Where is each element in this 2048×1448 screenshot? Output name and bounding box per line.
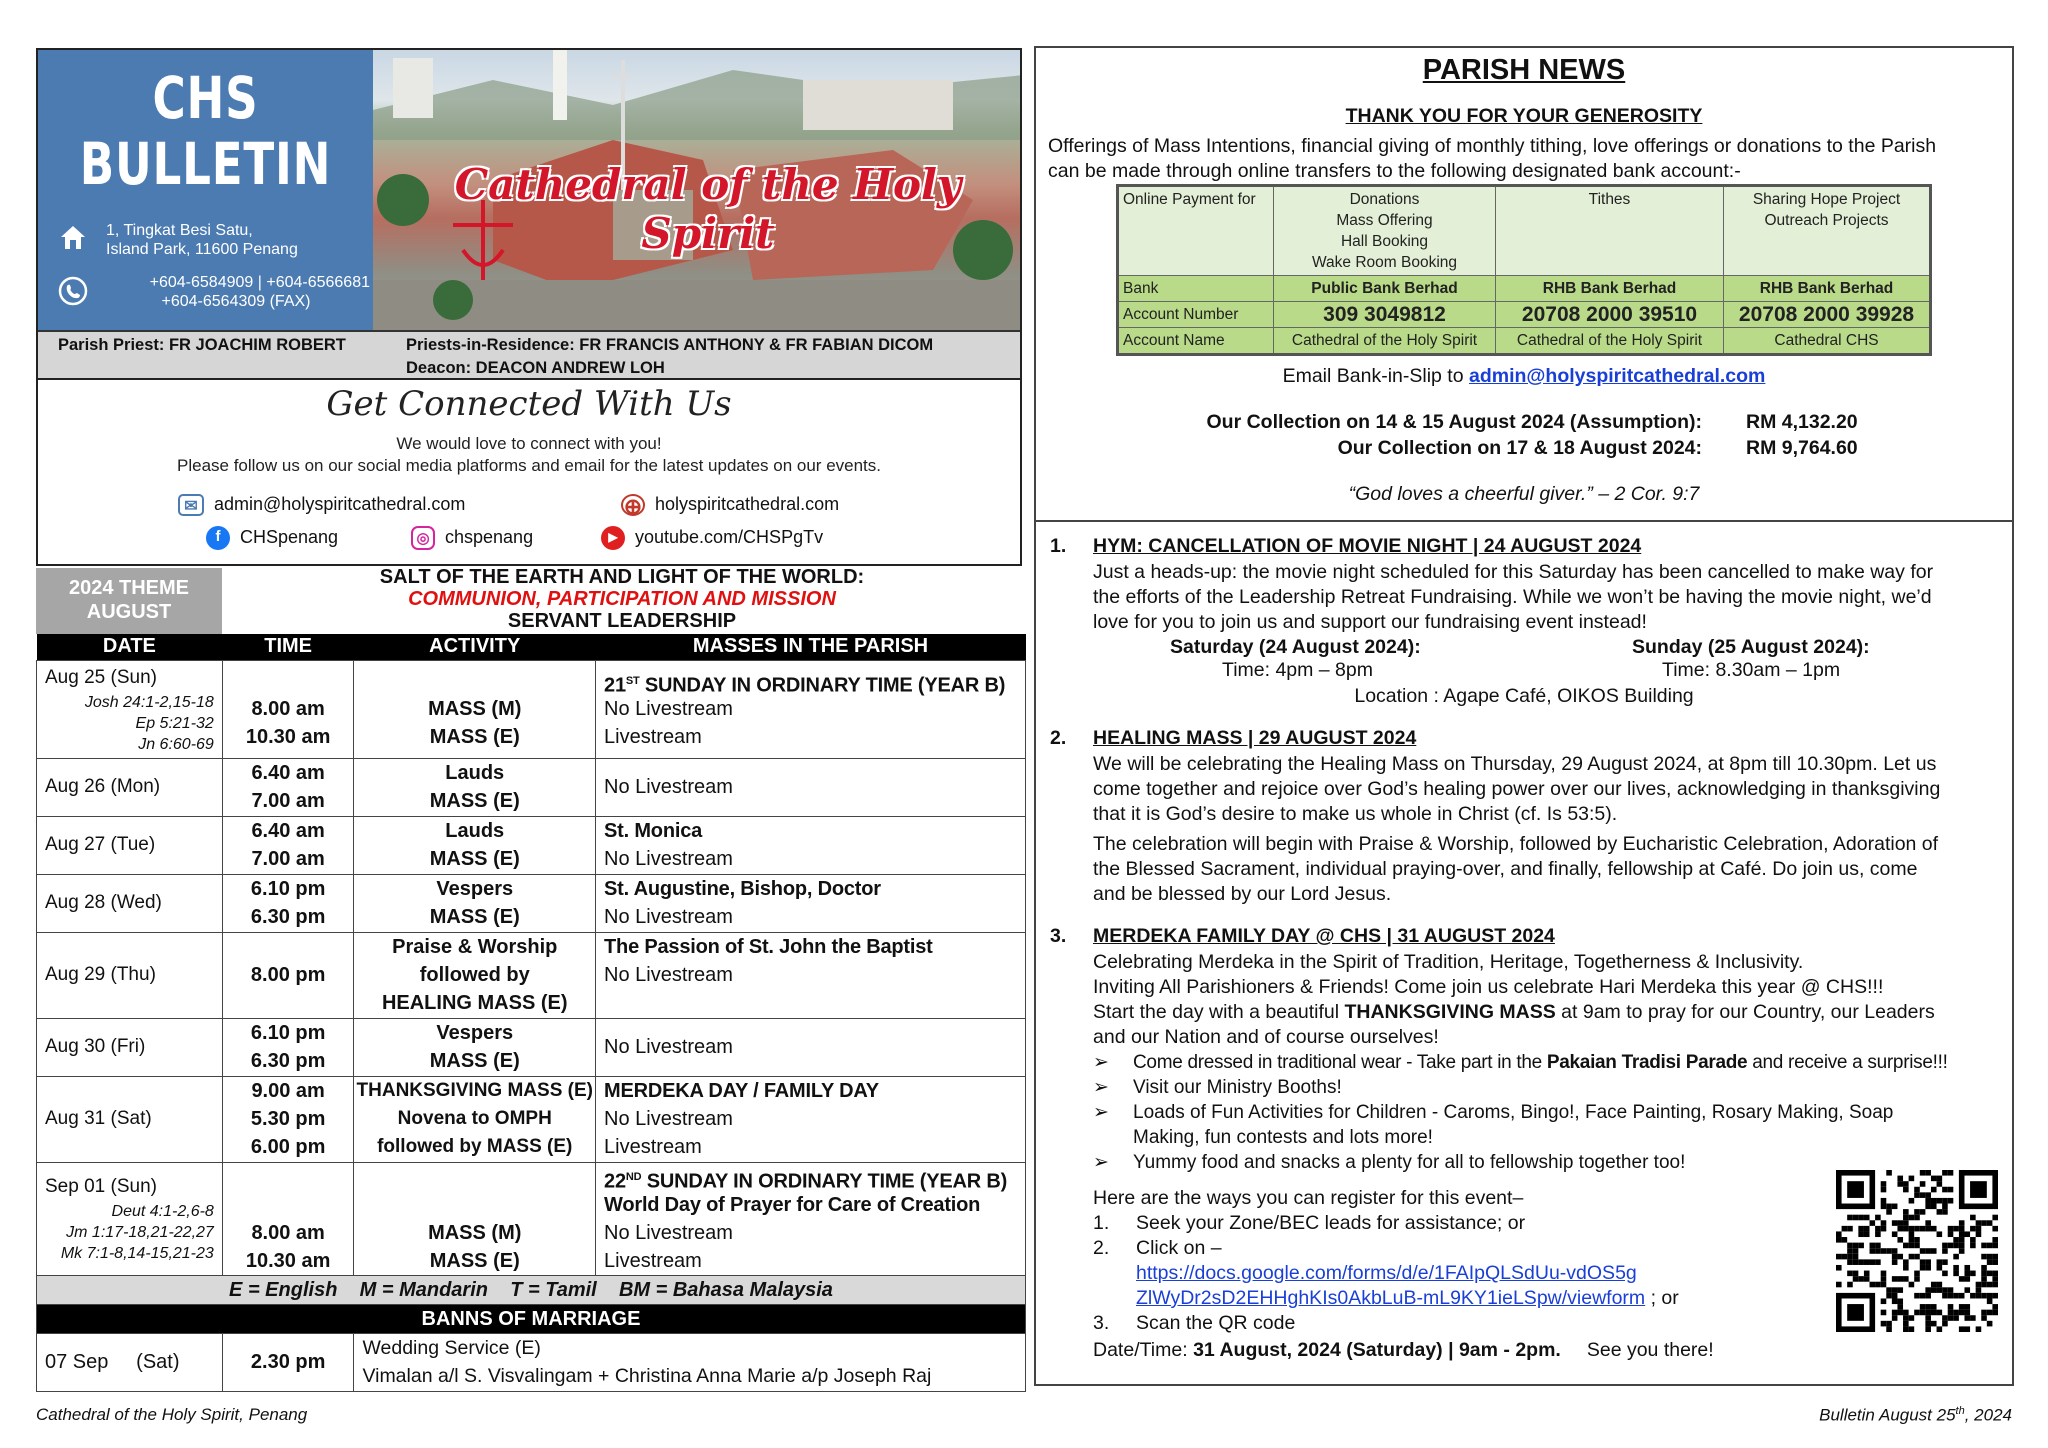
- bulletin-title-chs: CHS: [152, 64, 259, 132]
- scripture-reference: Josh 24:1-2,15-18: [84, 693, 214, 711]
- bullet-text: Visit our Ministry Booths!: [1133, 1077, 1342, 1098]
- theme-month: AUGUST: [86, 601, 172, 623]
- activity: MASS (M): [428, 698, 522, 720]
- bank-col1-head: [1274, 186, 1496, 276]
- language-legend: E = English M = Mandarin T = Tamil BM = Bahasa Malaysia: [37, 1275, 1026, 1304]
- col1-head-line: Mass Offering: [1336, 212, 1433, 229]
- mass-info: No Livestream: [604, 776, 733, 798]
- scripture-reference: Jm 1:17-18,21-22,27: [66, 1224, 214, 1241]
- thanksgiving-mass-bold: THANKSGIVING MASS: [1344, 1001, 1556, 1023]
- item1-sunday-time: Time: 8.30am – 1pm: [1662, 659, 1841, 681]
- mass-info: No Livestream: [604, 698, 733, 720]
- row-date: Aug 26 (Mon): [45, 776, 161, 797]
- address-line-1: 1, Tingkat Besi Satu,: [106, 222, 253, 239]
- google-form-link[interactable]: ZlWyDr2sD2EHHghKIs0AkbLuB-mL9KY1ieLSpw/viewform: [1136, 1287, 1646, 1309]
- facebook-icon: f: [206, 526, 230, 550]
- activity: MASS (E): [429, 726, 520, 748]
- mass-info: Livestream: [604, 726, 702, 748]
- banns-line-2: Vimalan a/l S. Visvalingam + Christina Anna Marie a/p Joseph Raj: [362, 1365, 932, 1387]
- bullet-text: Yummy food and snacks a plenty for all to fellowship together too!: [1133, 1152, 1686, 1173]
- schedule-body: [37, 660, 1026, 1391]
- scripture-reference: Jn 6:60-69: [138, 735, 214, 753]
- mass-info: St. Augustine, Bishop, Doctor: [604, 878, 881, 900]
- connect-email[interactable]: admin@holyspiritcathedral.com: [214, 494, 466, 514]
- bank-name-row: [1118, 276, 1931, 302]
- mass-info: The Passion of St. John the Baptist: [604, 936, 933, 958]
- bullet-bold: Pakaian Tradisi Parade: [1546, 1052, 1748, 1073]
- item3-text: at 9am to pray for our Country, our Leaders: [1555, 1001, 1935, 1023]
- connect-instagram[interactable]: chspenang: [445, 526, 534, 547]
- activity-cell: [354, 874, 596, 932]
- generosity-text-2: can be made through online transfers to the following designated bank account:-: [1048, 160, 1741, 182]
- email-slip-line: [1036, 364, 2012, 389]
- mass-time: 6.10 pm: [250, 878, 326, 900]
- item1-saturday: Saturday (24 August 2024):: [1170, 636, 1421, 658]
- activity: THANKSGIVING MASS (E): [356, 1080, 593, 1101]
- mass-info: St. Monica: [604, 820, 703, 842]
- item1-sunday: Sunday (25 August 2024):: [1632, 636, 1870, 658]
- activity: followed by MASS (E): [377, 1136, 573, 1157]
- item2-number: 2.: [1050, 727, 1067, 749]
- item3-line: [1093, 1000, 1935, 1025]
- register-link-line-1: [1136, 1261, 1637, 1286]
- register-step-number: 1.: [1093, 1212, 1110, 1234]
- bank-label: Bank: [1118, 276, 1274, 302]
- mass-info: 22ND SUNDAY IN ORDINARY TIME (YEAR B): [604, 1170, 1008, 1193]
- parish-priest: Parish Priest: FR JOACHIM ROBERT: [58, 336, 346, 354]
- mass-time: 9.00 am: [251, 1080, 325, 1102]
- item3-title: MERDEKA FAMILY DAY @ CHS | 31 AUGUST 2024: [1093, 925, 1555, 947]
- mass-time: 7.00 am: [251, 848, 325, 870]
- bank-col2-bank: RHB Bank Berhad: [1496, 276, 1724, 302]
- activity: Lauds: [445, 820, 505, 842]
- header-date: DATE: [37, 634, 223, 660]
- parish-news-panel: [1034, 46, 2014, 1386]
- bank-col2-account: 20708 2000 39510: [1496, 302, 1724, 328]
- activity-cell: [354, 932, 596, 1018]
- mass-info: No Livestream: [604, 964, 733, 986]
- mass-info: No Livestream: [604, 1036, 733, 1058]
- date-cell: [37, 932, 223, 1018]
- activity: MASS (E): [429, 1249, 520, 1272]
- mass-time: [231, 1163, 346, 1191]
- footer-right: Bulletin August 25th, 2024: [1819, 1405, 2012, 1425]
- banns-row: [37, 1333, 1026, 1391]
- theme-line-1: SALT OF THE EARTH AND LIGHT OF THE WORLD:: [379, 566, 865, 588]
- col3-head-line: Sharing Hope Project: [1752, 191, 1901, 208]
- item2-title: HEALING MASS | 29 AUGUST 2024: [1093, 727, 1417, 749]
- mass-info: No Livestream: [604, 906, 733, 928]
- youtube-icon: ▶: [601, 526, 625, 550]
- envelope-icon: ✉: [178, 494, 204, 516]
- bullet-item: [1093, 1100, 1894, 1125]
- activity: Vespers: [436, 1022, 514, 1044]
- time-cell: [222, 1018, 354, 1076]
- footer-left: Cathedral of the Holy Spirit, Penang: [36, 1405, 308, 1424]
- theme-line-3: SERVANT LEADERSHIP: [507, 610, 737, 632]
- mass-time: 8.00 pm: [250, 964, 326, 986]
- mass-time: 6.00 pm: [250, 1136, 326, 1158]
- bank-col3-name: Cathedral CHS: [1724, 328, 1931, 355]
- header-activity: ACTIVITY: [354, 634, 596, 660]
- activity-cell: [354, 1076, 596, 1162]
- item2-line: and be blessed by our Lord Jesus.: [1093, 883, 1392, 905]
- email-slip-link[interactable]: admin@holyspiritcathedral.com: [1468, 365, 1766, 387]
- col1-head-line: Hall Booking: [1340, 233, 1429, 250]
- item3-text: Start the day with a beautiful: [1093, 1001, 1345, 1023]
- priests-in-residence: Priests-in-Residence: FR FRANCIS ANTHONY & FR FABIAN DICOM: [406, 336, 934, 354]
- date-cell: [37, 1162, 223, 1275]
- activity: MASS (E): [429, 848, 520, 870]
- item1-line: Just a heads-up: the movie night scheduled for this Saturday has been cancelled to make way for: [1093, 561, 1934, 583]
- date-cell: [37, 660, 223, 758]
- row-date: Aug 29 (Thu): [45, 964, 156, 985]
- mass-info: Livestream: [604, 1136, 702, 1158]
- activity: Lauds: [445, 762, 505, 784]
- date-value: 31 August, 2024 (Saturday) | 9am - 2pm.: [1193, 1339, 1561, 1361]
- activity: MASS (M): [428, 1221, 522, 1244]
- row-date: Aug 28 (Wed): [45, 892, 162, 913]
- item1-title: HYM: CANCELLATION OF MOVIE NIGHT | 24 AUGUST 2024: [1093, 535, 1642, 557]
- mass-info-cell: [596, 1162, 1026, 1275]
- register-intro: Here are the ways you can register for this event–: [1093, 1187, 1524, 1209]
- clergy-bar: [38, 330, 1022, 380]
- mass-info: 21ST SUNDAY IN ORDINARY TIME (YEAR B): [604, 674, 1006, 697]
- banns-date: 07 Sep (Sat): [37, 1333, 223, 1391]
- mass-info: Livestream: [604, 1249, 702, 1272]
- mass-info: No Livestream: [604, 1221, 733, 1244]
- cathedral-name: Cathedral of the Holy Spirit: [454, 160, 962, 258]
- item1-location: Location : Agape Café, OIKOS Building: [1354, 685, 1694, 707]
- activity: [362, 1191, 587, 1219]
- connect-line-1: We would love to connect with you!: [396, 434, 662, 453]
- bank-col3-head: [1724, 186, 1931, 276]
- bullet-item: [1093, 1075, 1342, 1100]
- mass-time: 8.00 am: [251, 698, 325, 720]
- phone-line-2: +604-6564309 (FAX): [161, 293, 311, 310]
- mass-info: MERDEKA DAY / FAMILY DAY: [604, 1080, 879, 1102]
- item2-line: the Blessed Sacrament, individual praying-over, and finally, fellowship at Café. Do join us, come: [1093, 858, 1918, 880]
- activity: Novena to OMPH: [397, 1108, 552, 1129]
- mass-time: [231, 1191, 346, 1219]
- arrow-bullet-icon: ➢: [1093, 1152, 1109, 1173]
- item2-line: We will be celebrating the Healing Mass on Thursday, 29 August 2024, at 8pm till 10.30pm. Let us: [1093, 753, 1937, 775]
- activity: [362, 1163, 587, 1191]
- bulletin-header: [36, 48, 1022, 380]
- item1-line: the efforts of the Leadership Retreat Fundraising. While we won’t be having the movie night, we’d: [1093, 586, 1932, 608]
- mass-info-cell: [596, 1018, 1026, 1076]
- time-cell: [222, 874, 354, 932]
- scripture-reference: Deut 4:1-2,6-8: [111, 1203, 214, 1220]
- mass-time: 8.00 am: [251, 1221, 325, 1244]
- mass-info: No Livestream: [604, 848, 733, 870]
- connect-website[interactable]: holyspiritcathedral.com: [655, 494, 840, 514]
- scripture-reference: Mk 7:1-8,14-15,21-23: [60, 1245, 214, 1262]
- header-blue-panel: [38, 50, 373, 330]
- schedule-row: [37, 660, 1026, 758]
- theme-line-2: COMMUNION, PARTICIPATION AND MISSION: [408, 588, 836, 610]
- bullet-text: Making, fun contests and lots more!: [1133, 1127, 1433, 1148]
- row-date: Aug 31 (Sat): [45, 1108, 152, 1129]
- qr-code-icon[interactable]: [1836, 1170, 1998, 1332]
- generosity-title: THANK YOU FOR YOUR GENEROSITY: [1345, 105, 1703, 127]
- arrow-bullet-icon: ➢: [1093, 1052, 1109, 1073]
- register-link-line-2: [1136, 1286, 1679, 1311]
- mass-info-cell: [596, 660, 1026, 758]
- row-date: Aug 25 (Sun): [45, 666, 157, 688]
- register-step-1: Seek your Zone/BEC leads for assistance; or: [1136, 1212, 1526, 1234]
- mass-info-cell: [596, 1076, 1026, 1162]
- activity: MASS (E): [429, 790, 520, 812]
- schedule-row: [37, 1018, 1026, 1076]
- mass-time: 6.40 am: [251, 820, 325, 842]
- bullet-item: [1093, 1150, 1686, 1175]
- event-date-line: [1093, 1338, 1714, 1363]
- item1-number: 1.: [1050, 535, 1067, 557]
- date-cell: [37, 1076, 223, 1162]
- phone-icon: [58, 276, 88, 306]
- activity: Praise & Worship: [392, 936, 558, 958]
- collection-1-value: RM 4,132.20: [1746, 411, 1858, 433]
- website-item[interactable]: [621, 494, 840, 520]
- time-cell: [222, 758, 354, 816]
- connect-heading: Get Connected With Us: [326, 384, 732, 424]
- google-form-link[interactable]: https://docs.google.com/forms/d/e/1FAIpQLSdUu-vdOS5g: [1136, 1262, 1637, 1284]
- mass-time: 6.40 am: [251, 762, 325, 784]
- item2-line: The celebration will begin with Praise & Worship, followed by Eucharistic Celebration, Adoration of: [1093, 833, 1939, 855]
- schedule-row: [37, 1076, 1026, 1162]
- schedule-row: [37, 816, 1026, 874]
- banns-details: [354, 1333, 1026, 1391]
- account-number-label: Account Number: [1118, 302, 1274, 328]
- bulletin-title-bulletin: BULLETIN: [79, 130, 332, 198]
- mass-info-cell: [596, 758, 1026, 816]
- see-you-there: See you there!: [1586, 1339, 1714, 1361]
- bank-col1-account: 309 3049812: [1274, 302, 1496, 328]
- item3-line: and our Nation and of course ourselves!: [1093, 1026, 1439, 1048]
- account-name-label: Account Name: [1118, 328, 1274, 355]
- facebook-item[interactable]: [206, 526, 338, 550]
- item1-saturday-time: Time: 4pm – 8pm: [1222, 659, 1373, 681]
- bullet-text: and receive a surprise!!!: [1747, 1052, 1948, 1073]
- item3-number: 3.: [1050, 925, 1067, 947]
- email-item[interactable]: [178, 494, 465, 516]
- banns-title-row: [37, 1304, 1026, 1333]
- schedule-row: [37, 932, 1026, 1018]
- mass-time: 6.30 pm: [250, 906, 326, 928]
- activity: followed by: [419, 964, 530, 986]
- schedule-row: [37, 758, 1026, 816]
- parish-news-title: PARISH NEWS: [1422, 54, 1626, 86]
- time-cell: [222, 932, 354, 1018]
- deacon: Deacon: DEACON ANDREW LOH: [406, 359, 665, 377]
- schedule-header-row: [37, 634, 1026, 660]
- time-cell: [222, 1162, 354, 1275]
- register-step-3: Scan the QR code: [1136, 1312, 1296, 1334]
- schedule-row: [37, 1162, 1026, 1275]
- instagram-item[interactable]: [411, 526, 533, 550]
- time-cell: [222, 1076, 354, 1162]
- date-cell: [37, 1018, 223, 1076]
- language-legend-row: [37, 1275, 1026, 1304]
- mass-time: 6.30 pm: [250, 1050, 326, 1072]
- item3-line: Inviting All Parishioners & Friends! Come join us celebrate Hari Merdeka this year @ CHS!!!: [1093, 976, 1884, 998]
- activity-cell: [354, 816, 596, 874]
- activity: MASS (E): [429, 906, 520, 928]
- mass-time: 10.30 am: [245, 1249, 331, 1272]
- item3-line: Celebrating Merdeka in the Spirit of Tradition, Heritage, Togetherness & Inclusivity.: [1093, 951, 1804, 973]
- activity: [362, 667, 587, 695]
- activity: HEALING MASS (E): [381, 992, 568, 1014]
- arrow-bullet-icon: ➢: [1093, 1077, 1109, 1098]
- date-cell: [37, 874, 223, 932]
- home-icon: [58, 222, 88, 252]
- connect-youtube[interactable]: youtube.com/CHSPgTv: [635, 526, 824, 547]
- bullet-text: Come dressed in traditional wear - Take part in the: [1133, 1052, 1547, 1073]
- online-payment-label: Online Payment for: [1118, 186, 1274, 276]
- bank-col2-head: Tithes: [1496, 186, 1724, 276]
- instagram-icon: ◎: [411, 526, 435, 550]
- register-step-2: Click on –: [1136, 1237, 1222, 1259]
- col3-head-line: Outreach Projects: [1764, 212, 1889, 229]
- date-cell: [37, 758, 223, 816]
- schedule-row: [37, 874, 1026, 932]
- header-time: TIME: [222, 634, 354, 660]
- item2-line: come together and rejoice over God’s healing power over our lives, acknowledging in thanksgiving: [1093, 778, 1941, 800]
- mass-info: World Day of Prayer for Care of Creation: [604, 1193, 981, 1216]
- account-number-row: [1118, 302, 1931, 328]
- connect-section: [36, 380, 1022, 566]
- row-date: Aug 30 (Fri): [45, 1036, 146, 1057]
- date-label: Date/Time:: [1093, 1339, 1194, 1361]
- mass-time: 10.30 am: [245, 726, 331, 748]
- banns-line-1: Wedding Service (E): [362, 1337, 541, 1359]
- bullet-text: Loads of Fun Activities for Children - Caroms, Bingo!, Face Painting, Rosary Making, Soap: [1133, 1102, 1894, 1123]
- time-cell: [222, 660, 354, 758]
- time-cell: [222, 816, 354, 874]
- col1-head-line: Donations: [1349, 191, 1420, 208]
- register-step-number: 2.: [1093, 1237, 1110, 1259]
- mass-info-cell: [596, 816, 1026, 874]
- section-divider: [1036, 520, 2012, 522]
- collection-2-label: Our Collection on 17 & 18 August 2024:: [1337, 437, 1702, 459]
- mass-time: 6.10 pm: [250, 1022, 326, 1044]
- theme-box: [36, 568, 222, 634]
- row-date: Aug 27 (Tue): [45, 834, 156, 855]
- bank-col1-bank: Public Bank Berhad: [1274, 276, 1496, 302]
- mass-info: No Livestream: [604, 1108, 733, 1130]
- banns-time: 2.30 pm: [222, 1333, 354, 1391]
- bank-head-row: [1118, 186, 1931, 276]
- mass-time: 5.30 pm: [250, 1108, 326, 1130]
- account-name-row: [1118, 328, 1931, 355]
- arrow-bullet-icon: ➢: [1093, 1102, 1109, 1123]
- connect-line-2: Please follow us on our social media platforms and email for the latest updates on our events.: [177, 456, 881, 475]
- bank-col2-name: Cathedral of the Holy Spirit: [1496, 328, 1724, 355]
- date-cell: [37, 816, 223, 874]
- col1-head-line: Wake Room Booking: [1311, 254, 1458, 271]
- mass-info: [604, 989, 1017, 1017]
- bank-col3-bank: RHB Bank Berhad: [1724, 276, 1931, 302]
- row-date: Sep 01 (Sun): [45, 1176, 157, 1197]
- item2-line: that it is God’s desire to make us whole in Christ (cf. Is 53:5).: [1093, 803, 1618, 825]
- bank-col3-account: 20708 2000 39928: [1724, 302, 1931, 328]
- activity-cell: [354, 1018, 596, 1076]
- mass-time: [231, 667, 346, 695]
- register-step-number: 3.: [1093, 1312, 1110, 1334]
- generosity-quote: “God loves a cheerful giver.” – 2 Cor. 9:7: [1348, 483, 1700, 505]
- link-suffix: ; or: [1645, 1287, 1679, 1309]
- mass-info-cell: [596, 874, 1026, 932]
- youtube-item[interactable]: [601, 526, 823, 550]
- collection-2-value: RM 9,764.60: [1746, 437, 1858, 459]
- address-line-2: Island Park, 11600 Penang: [106, 241, 298, 258]
- mass-schedule-table: [36, 634, 1026, 1392]
- activity-cell: [354, 1162, 596, 1275]
- connect-facebook[interactable]: CHSpenang: [240, 526, 339, 547]
- bank-col1-name: Cathedral of the Holy Spirit: [1274, 328, 1496, 355]
- activity-cell: [354, 660, 596, 758]
- bullet-item: [1093, 1050, 1948, 1075]
- generosity-text-1: Offerings of Mass Intentions, financial giving of monthly tithing, love offerings or donations to the Parish: [1048, 135, 1937, 157]
- theme-year: 2024 THEME: [68, 577, 190, 599]
- globe-icon: ⊕: [621, 494, 645, 516]
- mass-time: 7.00 am: [251, 790, 325, 812]
- activity: MASS (E): [429, 1050, 520, 1072]
- header-masses: MASSES IN THE PARISH: [596, 634, 1026, 660]
- activity-cell: [354, 758, 596, 816]
- collection-1-label: Our Collection on 14 & 15 August 2024 (Assumption):: [1206, 411, 1702, 433]
- email-slip-prefix: Email Bank-in-Slip to: [1282, 365, 1469, 387]
- banns-title: BANNS OF MARRIAGE: [37, 1304, 1026, 1333]
- phone-line-1: +604-6584909 | +604-6566681: [149, 274, 370, 291]
- bank-account-table: [1116, 184, 1932, 356]
- item1-line: love for you to join us and support our fundraising event instead!: [1093, 611, 1647, 633]
- activity: Vespers: [436, 878, 514, 900]
- scripture-reference: Ep 5:21-32: [135, 714, 214, 732]
- mass-info-cell: [596, 932, 1026, 1018]
